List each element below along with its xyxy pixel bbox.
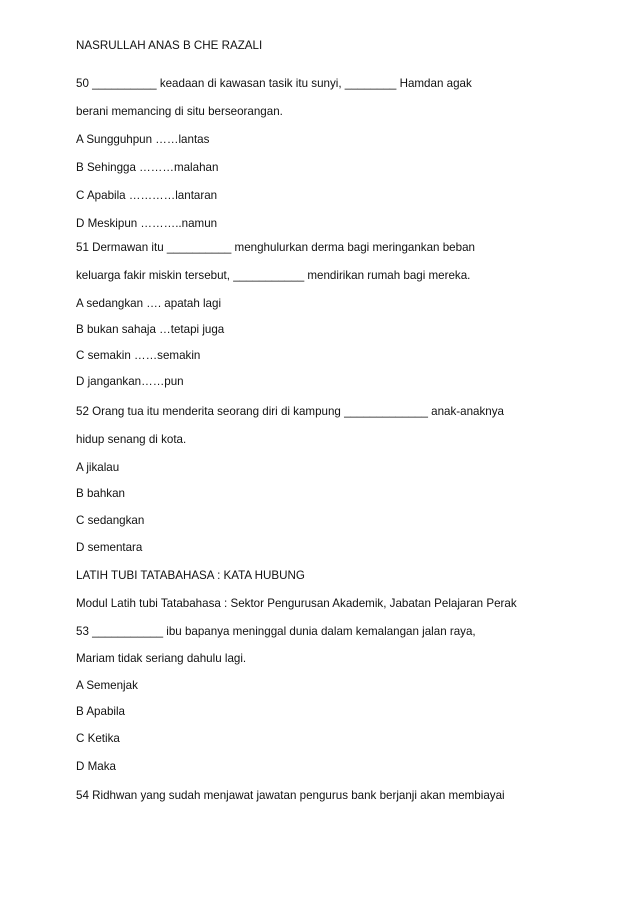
question-52-option-d: D sementara xyxy=(76,541,143,554)
section-heading: LATIH TUBI TATABAHASA : KATA HUBUNG xyxy=(76,569,305,582)
question-51-option-c: C semakin ……semakin xyxy=(76,349,201,362)
question-52-line-1: 52 Orang tua itu menderita seorang diri di kampung _____________ anak-anaknya xyxy=(76,405,504,418)
question-50-option-b: B Sehingga ………malahan xyxy=(76,161,219,174)
question-51-option-d: D jangankan……pun xyxy=(76,375,184,388)
question-52-option-b: B bahkan xyxy=(76,487,125,500)
page-header-author: NASRULLAH ANAS B CHE RAZALI xyxy=(76,39,263,52)
question-53-option-b: B Apabila xyxy=(76,705,125,718)
question-52-option-a: A jikalau xyxy=(76,461,120,474)
question-53-line-1: 53 ___________ ibu bapanya meninggal dunia dalam kemalangan jalan raya, xyxy=(76,625,476,638)
question-50-option-a: A Sungguhpun ……lantas xyxy=(76,133,210,146)
question-51-line-1: 51 Dermawan itu __________ menghulurkan derma bagi meringankan beban xyxy=(76,241,475,254)
question-50-line-1: 50 __________ keadaan di kawasan tasik itu sunyi, ________ Hamdan agak xyxy=(76,77,472,90)
question-53-option-d: D Maka xyxy=(76,760,116,773)
question-53-option-c: C Ketika xyxy=(76,732,120,745)
question-51-option-b: B bukan sahaja …tetapi juga xyxy=(76,323,225,336)
question-50-option-d: D Meskipun ………..namun xyxy=(76,217,218,230)
question-54-line-1: 54 Ridhwan yang sudah menjawat jawatan pengurus bank berjanji akan membiayai xyxy=(76,789,505,802)
question-50-option-c: C Apabila …………lantaran xyxy=(76,189,218,202)
question-52-option-c: C sedangkan xyxy=(76,514,145,527)
question-51-option-a: A sedangkan …. apatah lagi xyxy=(76,297,222,310)
question-53-option-a: A Semenjak xyxy=(76,679,138,692)
question-52-line-2: hidup senang di kota. xyxy=(76,433,187,446)
question-51-line-2: keluarga fakir miskin tersebut, ___________ mendirikan rumah bagi mereka. xyxy=(76,269,471,282)
question-53-line-2: Mariam tidak seriang dahulu lagi. xyxy=(76,652,247,665)
question-50-line-2: berani memancing di situ berseorangan. xyxy=(76,105,283,118)
module-source-line: Modul Latih tubi Tatabahasa : Sektor Pengurusan Akademik, Jabatan Pelajaran Perak xyxy=(76,597,517,610)
